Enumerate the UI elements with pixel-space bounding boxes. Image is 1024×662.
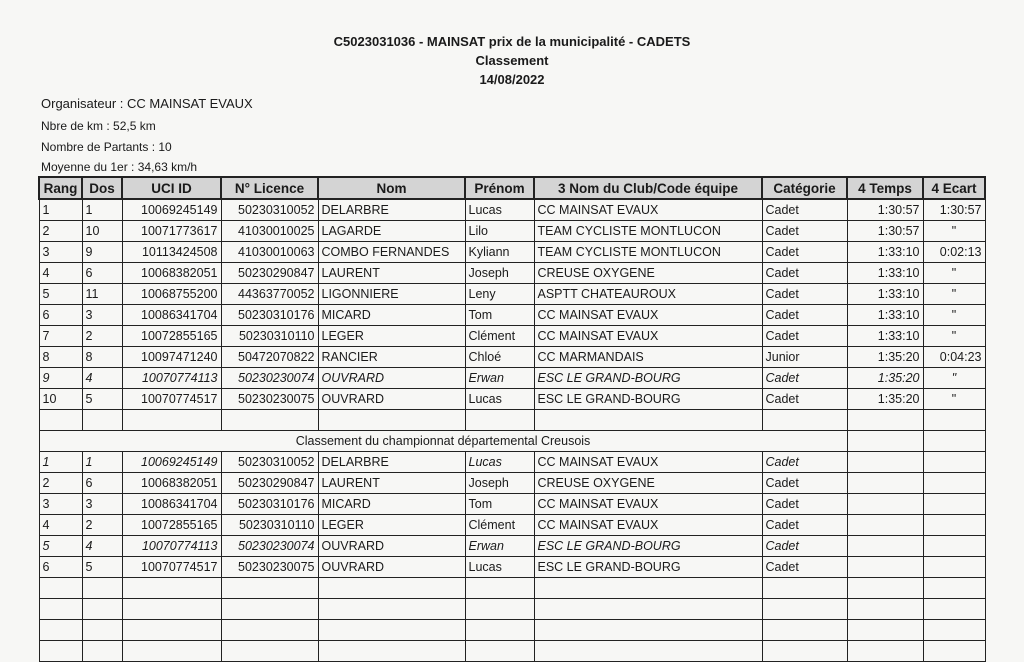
table-cell: 50230310052 [221, 452, 318, 473]
table-cell: Cadet [762, 368, 847, 389]
table-cell: 50230290847 [221, 473, 318, 494]
table-cell [82, 578, 122, 599]
table-cell [923, 599, 985, 620]
table-cell: 6 [82, 473, 122, 494]
table-cell [122, 599, 221, 620]
table-cell [847, 431, 923, 452]
table-row [39, 242, 985, 263]
page-subtitle: Classement [475, 53, 549, 68]
table-cell: Cadet [762, 326, 847, 347]
table-cell [465, 410, 534, 431]
table-cell: 1:35:20 [847, 347, 923, 368]
table-cell: 5 [39, 284, 82, 305]
table-cell: 10097471240 [122, 347, 221, 368]
col-header: Prénom [465, 177, 534, 199]
table-cell [221, 641, 318, 662]
table-cell [39, 641, 82, 662]
table-cell: 50230230074 [221, 368, 318, 389]
table-cell: 2 [82, 515, 122, 536]
table-cell [534, 641, 762, 662]
table-cell: Lucas [465, 557, 534, 578]
table-cell: CC MAINSAT EVAUX [534, 305, 762, 326]
empty-row [39, 599, 985, 620]
table-cell: Lucas [465, 452, 534, 473]
table-cell: Cadet [762, 305, 847, 326]
table-cell: 4 [39, 515, 82, 536]
table-cell: 8 [39, 347, 82, 368]
table-cell: 3 [39, 242, 82, 263]
table-cell: Tom [465, 305, 534, 326]
table-cell: Tom [465, 494, 534, 515]
table-cell: 10070774517 [122, 389, 221, 410]
distance: Nbre de km : 52,5 km [41, 119, 156, 133]
table-cell: 4 [82, 536, 122, 557]
table-cell: LEGER [318, 326, 465, 347]
table-cell: Erwan [465, 368, 534, 389]
table-cell: 50230230074 [221, 536, 318, 557]
table-cell: 6 [82, 263, 122, 284]
table-cell: 9 [82, 242, 122, 263]
table-cell: Cadet [762, 263, 847, 284]
table-cell: 0:04:23 [923, 347, 985, 368]
table-cell: CC MAINSAT EVAUX [534, 199, 762, 221]
table-cell: 1:33:10 [847, 284, 923, 305]
table-cell: MICARD [318, 305, 465, 326]
table-cell: Cadet [762, 389, 847, 410]
table-cell [465, 641, 534, 662]
table-cell: " [923, 263, 985, 284]
table-cell: 50472070822 [221, 347, 318, 368]
col-header: N° Licence [221, 177, 318, 199]
table-cell [221, 620, 318, 641]
table-cell: 1:33:10 [847, 305, 923, 326]
table-cell: CREUSE OXYGENE [534, 263, 762, 284]
table-cell [39, 578, 82, 599]
table-cell [847, 641, 923, 662]
table-cell: " [923, 221, 985, 242]
table-cell: 5 [82, 557, 122, 578]
col-header: UCI ID [122, 177, 221, 199]
championship-title-row [39, 431, 985, 452]
table-cell [318, 410, 465, 431]
table-cell: 1:33:10 [847, 242, 923, 263]
championship-row [39, 494, 985, 515]
table-cell: Cadet [762, 536, 847, 557]
table-cell [534, 620, 762, 641]
table-row [39, 368, 985, 389]
table-cell: 3 [39, 494, 82, 515]
championship-title: Classement du championnat départemental Creusois [39, 431, 847, 452]
table-cell [923, 641, 985, 662]
table-cell [923, 473, 985, 494]
table-cell: Lucas [465, 199, 534, 221]
empty-row [39, 620, 985, 641]
results-table [38, 176, 986, 662]
table-cell: OUVRARD [318, 536, 465, 557]
table-cell: " [923, 326, 985, 347]
table-cell: 1 [39, 452, 82, 473]
empty-row [39, 641, 985, 662]
table-cell: 10069245149 [122, 452, 221, 473]
table-cell [534, 599, 762, 620]
table-cell: LAURENT [318, 263, 465, 284]
table-cell: 10113424508 [122, 242, 221, 263]
col-header: Catégorie [762, 177, 847, 199]
table-cell: 50230310176 [221, 494, 318, 515]
table-cell: OUVRARD [318, 389, 465, 410]
table-cell: COMBO FERNANDES [318, 242, 465, 263]
table-cell [221, 410, 318, 431]
table-cell: Joseph [465, 263, 534, 284]
table-cell: TEAM CYCLISTE MONTLUCON [534, 242, 762, 263]
table-cell [847, 599, 923, 620]
table-cell [847, 557, 923, 578]
table-cell: 10069245149 [122, 199, 221, 221]
table-cell: " [923, 284, 985, 305]
table-cell: LEGER [318, 515, 465, 536]
table-cell: 44363770052 [221, 284, 318, 305]
table-cell: CC MARMANDAIS [534, 347, 762, 368]
table-cell: CREUSE OXYGENE [534, 473, 762, 494]
table-cell: 5 [82, 389, 122, 410]
col-header: 3 Nom du Club/Code équipe [534, 177, 762, 199]
table-cell [122, 410, 221, 431]
table-cell: 9 [39, 368, 82, 389]
table-cell [847, 494, 923, 515]
page-title: C5023031036 - MAINSAT prix de la municipalité - CADETS [333, 34, 691, 49]
table-cell [923, 515, 985, 536]
table-cell: Cadet [762, 557, 847, 578]
header-row [39, 177, 985, 199]
table-cell: 41030010025 [221, 221, 318, 242]
table-cell [465, 620, 534, 641]
table-cell [39, 620, 82, 641]
table-cell: OUVRARD [318, 557, 465, 578]
table-cell: LAURENT [318, 473, 465, 494]
table-cell: OUVRARD [318, 368, 465, 389]
table-cell: ESC LE GRAND-BOURG [534, 557, 762, 578]
table-cell: 50230310110 [221, 326, 318, 347]
table-row [39, 326, 985, 347]
table-cell: Cadet [762, 473, 847, 494]
table-cell: DELARBRE [318, 199, 465, 221]
table-cell: 50230230075 [221, 389, 318, 410]
table-cell [122, 620, 221, 641]
table-cell: 50230310176 [221, 305, 318, 326]
table-cell: Lilo [465, 221, 534, 242]
table-cell: Joseph [465, 473, 534, 494]
table-cell [318, 578, 465, 599]
table-cell: Clément [465, 326, 534, 347]
table-cell [847, 473, 923, 494]
table-cell [122, 578, 221, 599]
table-cell: DELARBRE [318, 452, 465, 473]
table-cell [847, 536, 923, 557]
table-cell: 1:30:57 [923, 199, 985, 221]
table-cell: 10070774517 [122, 557, 221, 578]
table-cell [847, 515, 923, 536]
table-cell [923, 620, 985, 641]
partants-count: Nombre de Partants : 10 [41, 140, 172, 154]
table-cell [82, 599, 122, 620]
table-cell [923, 431, 985, 452]
table-cell: 10 [39, 389, 82, 410]
table-cell: 3 [82, 305, 122, 326]
table-cell: 10068382051 [122, 263, 221, 284]
table-cell [923, 452, 985, 473]
table-row [39, 389, 985, 410]
table-cell: 10068755200 [122, 284, 221, 305]
table-cell [534, 578, 762, 599]
table-cell: CC MAINSAT EVAUX [534, 452, 762, 473]
table-cell: LIGONNIERE [318, 284, 465, 305]
table-cell: LAGARDE [318, 221, 465, 242]
table-cell [847, 620, 923, 641]
table-cell: 10070774113 [122, 536, 221, 557]
table-cell [39, 599, 82, 620]
table-cell: 8 [82, 347, 122, 368]
table-cell: CC MAINSAT EVAUX [534, 494, 762, 515]
table-cell: 6 [39, 557, 82, 578]
table-cell: Chloé [465, 347, 534, 368]
table-cell: Cadet [762, 221, 847, 242]
col-header: Nom [318, 177, 465, 199]
table-row [39, 199, 985, 221]
table-cell: " [923, 305, 985, 326]
table-cell: 10068382051 [122, 473, 221, 494]
table-cell [82, 620, 122, 641]
table-cell: 0:02:13 [923, 242, 985, 263]
table-cell: " [923, 368, 985, 389]
table-cell: 6 [39, 305, 82, 326]
table-cell: 10 [82, 221, 122, 242]
table-cell: 3 [82, 494, 122, 515]
championship-row [39, 473, 985, 494]
table-cell: Junior [762, 347, 847, 368]
table-cell: 50230310052 [221, 199, 318, 221]
table-cell: 10072855165 [122, 326, 221, 347]
table-cell [82, 410, 122, 431]
championship-row [39, 557, 985, 578]
table-cell [762, 578, 847, 599]
table-cell [847, 410, 923, 431]
table-cell [762, 410, 847, 431]
table-cell: 50230230075 [221, 557, 318, 578]
col-header: 4 Temps [847, 177, 923, 199]
table-cell: 2 [82, 326, 122, 347]
table-cell: 2 [39, 221, 82, 242]
table-cell: 1:33:10 [847, 263, 923, 284]
table-cell: 1 [82, 199, 122, 221]
page-date: 14/08/2022 [479, 72, 545, 87]
table-cell: TEAM CYCLISTE MONTLUCON [534, 221, 762, 242]
table-cell: 4 [39, 263, 82, 284]
table-cell [318, 599, 465, 620]
championship-row [39, 452, 985, 473]
table-cell: 1 [39, 199, 82, 221]
table-cell: 10071773617 [122, 221, 221, 242]
table-cell [318, 620, 465, 641]
table-row [39, 305, 985, 326]
table-cell [847, 578, 923, 599]
table-cell: Lucas [465, 389, 534, 410]
table-cell: Cadet [762, 494, 847, 515]
championship-row [39, 536, 985, 557]
table-cell: Clément [465, 515, 534, 536]
table-cell [923, 494, 985, 515]
championship-row [39, 515, 985, 536]
table-cell: 10070774113 [122, 368, 221, 389]
table-cell: Leny [465, 284, 534, 305]
col-header: 4 Ecart [923, 177, 985, 199]
table-cell: 10086341704 [122, 305, 221, 326]
col-header: Rang [39, 177, 82, 199]
table-cell [762, 620, 847, 641]
empty-row [39, 578, 985, 599]
table-cell: 41030010063 [221, 242, 318, 263]
table-cell [923, 557, 985, 578]
table-cell [318, 641, 465, 662]
table-cell: 1:35:20 [847, 389, 923, 410]
table-cell: Cadet [762, 284, 847, 305]
table-cell: 5 [39, 536, 82, 557]
table-row [39, 221, 985, 242]
table-cell: Erwan [465, 536, 534, 557]
table-cell: 10086341704 [122, 494, 221, 515]
table-cell: 1:30:57 [847, 199, 923, 221]
table-cell [221, 578, 318, 599]
average-speed: Moyenne du 1er : 34,63 km/h [41, 160, 198, 174]
table-cell: " [923, 389, 985, 410]
table-cell [221, 599, 318, 620]
table-cell [465, 599, 534, 620]
table-cell [923, 410, 985, 431]
table-cell [923, 578, 985, 599]
table-cell: Cadet [762, 242, 847, 263]
col-header: Dos [82, 177, 122, 199]
table-cell: Kyliann [465, 242, 534, 263]
table-cell: 11 [82, 284, 122, 305]
table-cell: 50230290847 [221, 263, 318, 284]
table-cell: 2 [39, 473, 82, 494]
table-cell: 10072855165 [122, 515, 221, 536]
table-cell: RANCIER [318, 347, 465, 368]
table-cell: Cadet [762, 515, 847, 536]
table-cell [82, 641, 122, 662]
table-cell: 1:33:10 [847, 326, 923, 347]
table-cell [465, 578, 534, 599]
table-row [39, 263, 985, 284]
organisateur: Organisateur : CC MAINSAT EVAUX [41, 96, 253, 111]
table-cell: Cadet [762, 199, 847, 221]
table-cell [762, 599, 847, 620]
table-cell: 4 [82, 368, 122, 389]
table-cell: 1 [82, 452, 122, 473]
table-cell [122, 641, 221, 662]
empty-row [39, 410, 985, 431]
table-cell: ESC LE GRAND-BOURG [534, 368, 762, 389]
table-cell: CC MAINSAT EVAUX [534, 515, 762, 536]
table-cell [534, 410, 762, 431]
table-row [39, 347, 985, 368]
table-row [39, 284, 985, 305]
table-cell [762, 641, 847, 662]
table-cell: Cadet [762, 452, 847, 473]
table-cell: ASPTT CHATEAUROUX [534, 284, 762, 305]
table-cell: 1:35:20 [847, 368, 923, 389]
table-cell [847, 452, 923, 473]
table-cell: 7 [39, 326, 82, 347]
table-cell: CC MAINSAT EVAUX [534, 326, 762, 347]
table-cell: MICARD [318, 494, 465, 515]
table-cell [39, 410, 82, 431]
table-cell: ESC LE GRAND-BOURG [534, 389, 762, 410]
table-cell: ESC LE GRAND-BOURG [534, 536, 762, 557]
table-cell: 1:30:57 [847, 221, 923, 242]
table-cell [923, 536, 985, 557]
table-cell: 50230310110 [221, 515, 318, 536]
